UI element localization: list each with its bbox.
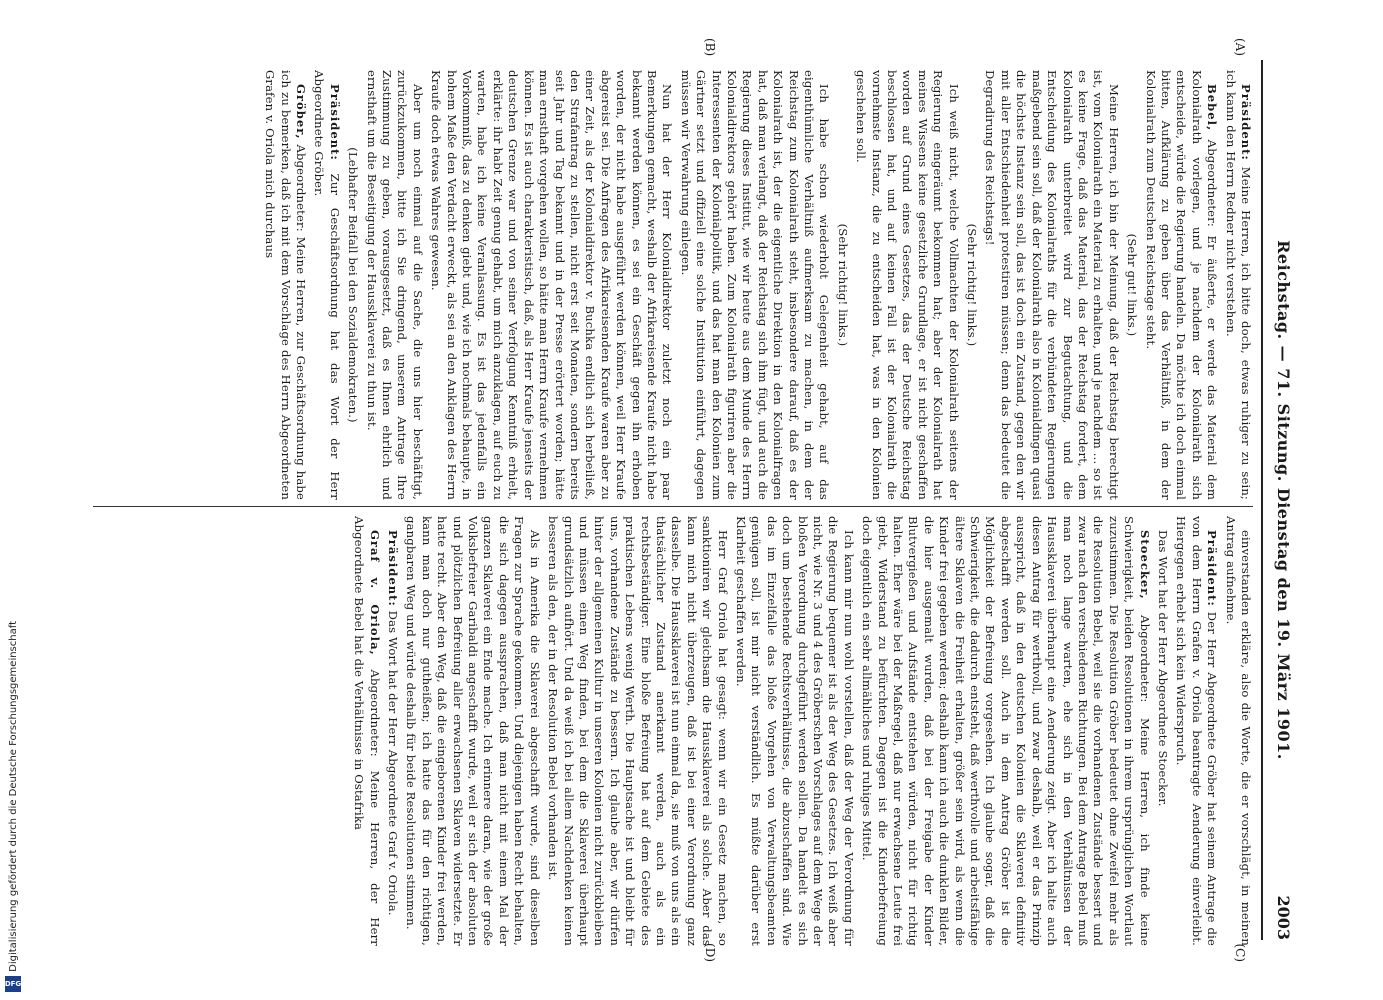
credit-text: Digitalisierung gefördert durch die Deutsche Forschungsgemeinschaft	[7, 621, 19, 972]
paragraph	[677, 70, 831, 500]
paragraph-text: einverstanden erkläre, also die Worte, die er vorschlägt, in meinen Antrag aufnehme.	[1223, 516, 1253, 946]
paragraph-text: Das Wort hat der Herr Abgeordnete Stoecker.	[1155, 530, 1170, 807]
paragraph-text: Ich kann mir nun wohl vorstellen, daß der Weg der Verordnung für die Regierung bequemer ist als der Weg des Gesetzes. Ich weiß aber nicht, wie Nr. 3 und 4 des Gröberschen Vorschlages auf dem Wege der bloßen Verordnung durchgeführt werden sollen. Da handelt es sich doch um bestehende Rechtsverhältnisse, die abzuschaffen sind. Wie das im Einzelfalle das bloße Vorgehen von Verwaltungsbeamten genügen soll, ist mir nicht verständlich. Es müßte darüber erst Klarheit geschaffen werden.	[733, 516, 856, 946]
paragraph	[261, 70, 307, 500]
interjection: (Sehr gut! links.)	[1124, 233, 1139, 337]
paragraph	[1142, 70, 1219, 500]
right-column	[93, 516, 1253, 946]
paragraph	[311, 70, 342, 500]
paragraph-text: Aber um noch einmal auf die Sache, die uns hier beschäftigt, zurückzukommen, bitte ich Sie dringend, unserem Antrage Ihre Zustimmung zu geben, vorausgesetzt, daß es Ihnen ehrlich und ernsthaft um die Beseitigung der Haussklaverei zu thun ist.	[364, 70, 425, 500]
paragraph-text: Der Herr Abgeordnete Gröber hat seinem Antrage die von dem Herrn Grafen v. Oriola beantragte Aenderung einverleibt. Hiergegen erhebt sich kein Widerspruch.	[1173, 516, 1219, 946]
paragraph-text: Nun hat der Herr Kolonialdirektor zuletzt noch ein paar Bemerkungen gemacht, weshalb der Afrikareisende Kraufe nicht habe bekannt werden können, es sei ein Geschäft gegen ihn erhoben worden, der nicht habe ausgeführt werden können, weil Herr Kraufe abgereist sei. Die Anfragen des Afrikareisenden Kraufe waren aber zu einer Zeit, als der Kolonialdirektor v. Buchka endlich sich herbeiließ, den Strafantrag zu stellen, nicht erst seit Monaten, sondern bereits seit Jahr und Tag bekannt und in der Presse erörtert worden; hätte man ernsthaft vorgehen wollen, so hätte man Herrn Kraufe vernehmen können. Es ist auch charakteristisch, daß, als Herr Kraufe jenseits der deutschen Grenze war und von seiner Verfolgung Kenntniß erhielt, erklärte: ihr habt Zeit genug gehabt, um mich anzuklagen, auf euch zu warten, habe ich keine Veranlassung. Es ist das jedenfalls ein Vorkommniß, das zu denken giebt und, wie ich nochmals behaupte, in hohem Maße den Verdacht erweckt, als sei an den Anklagen des Herrn Kraufe doch etwas Wahres gewesen.	[428, 70, 674, 500]
paragraph-text: Das Wort hat der Herr Abgeordnete Graf v. Oriola.	[385, 610, 400, 916]
column-divider	[93, 506, 1253, 507]
interjection: (Sehr richtig! links.)	[835, 223, 850, 347]
paragraph-text: Zur Geschäftsordnung hat das Wort der Herr Abgeordnete Gröber.	[311, 70, 342, 500]
credit-strip	[4, 8, 22, 992]
paragraph	[427, 70, 674, 500]
paragraph	[384, 516, 399, 946]
paragraph-text: Meine Herren, ich bitte doch, etwas ruhiger zu sein; ich kann den Herrn Redner nicht verstehen.	[1223, 70, 1253, 500]
interjection: (Sehr richtig! links.)	[964, 223, 979, 347]
margin-letter-d: (D)	[702, 943, 717, 962]
speaker-name: Präsident:	[327, 84, 342, 161]
paragraph-text: Abgeordneter: Meine Herren, zur Geschäftsordnung habe ich zu bemerken, daß ich mit dem Vorschlage des Herrn Abgeordneten Grafen v. Oriola mich durchaus	[262, 70, 308, 500]
speaker-name: Gröber,	[293, 84, 308, 140]
paragraph	[363, 70, 425, 500]
margin-letter-a: (A)	[1232, 38, 1247, 57]
paragraph	[982, 70, 1121, 500]
paragraph	[350, 516, 381, 946]
speaker-name: Bebel,	[1204, 84, 1219, 132]
paragraph	[858, 516, 1151, 946]
dfg-logo: DFG	[5, 976, 21, 992]
left-column	[93, 70, 1253, 500]
page-header	[1265, 60, 1299, 940]
paragraph-text: Ich habe schon wiederholt Gelegenheit gehabt, auf das eigenthümliche Verhältniß aufmerksam zu machen, in dem der Reichstag zum Kolonialrath steht, insbesondere darauf, daß es der Kolonialrath ist, der die eigentliche Direktion in den Kolonialfragen hat, daß man verlangt, daß der Reichstag sich ihm fügt, und auch die Regierung dieses Institut, wie wir heute aus dem Munde des Herrn Kolonialdirektors gehört haben. Zum Kolonialrath figuriren aber die Interessenten der Kolonialpolitik, und das hat man den Kolonien zum Gärtner setzt und offiziell eine solche Institution einführt, dagegen müssen wir Verwahrung einlegen.	[678, 70, 831, 500]
page-title: Reichstag. — 71. Sitzung. Dienstag den 19. März 1901.	[1273, 240, 1293, 760]
document-page	[67, 30, 1317, 970]
speaker-name: Graf v. Oriola,	[367, 530, 382, 656]
margin-letter-c: (C)	[1232, 943, 1247, 962]
paragraph	[1222, 516, 1253, 946]
paragraph	[732, 516, 855, 946]
paragraph-text: Meine Herren, ich bin der Meinung, daß der Reichstag berechtigt ist, vom Kolonialrath ein Material zu erhalten, und je nachdem ... so ist es keine Frage, daß das Material, das der Reichstag fordert, dem Kolonialrath unterbreitet wird zur Begutachtung, und die Entscheidung des Kolonialraths für die verbündeten Regierungen maßgebend sein soll, daß der Kolonialrath also in Kolonialdingen quasi die höchste Instanz sein soll, das ist doch ein Zustand, gegen den wir mit aller Entschiedenheit protestiren müssen; denn das bedeutet die Degradirung des Reichstags!	[983, 70, 1121, 500]
speaker-name: Präsident:	[385, 530, 400, 607]
speaker-name: Stoecker,	[1137, 530, 1152, 600]
speaker-name: Präsident:	[1204, 530, 1219, 607]
page-number: 2003	[1273, 895, 1293, 940]
paragraph	[1154, 516, 1169, 946]
paragraph-text: Abgeordneter: Meine Herren, der Herr Abgeordnete Bebel hat die Verhältnisse in Ostafrika	[351, 516, 382, 946]
paragraph	[1172, 516, 1218, 946]
speaker-name: Präsident:	[1238, 84, 1253, 161]
margin-letter-b: (B)	[702, 38, 717, 57]
paragraph	[544, 516, 729, 946]
header-rule	[1261, 60, 1263, 940]
paragraph-text: Abgeordneter: Meine Herren, ich finde keine Schwierigkeit, beiden Resolutionen in ihrem ursprünglichen Wortlaut zuzustimmen. Die Resolution Gröber bedeutet ohne Zweifel mehr als die Resolution Bebel, weil sie die vorhandenen Zustände bessert und zwar nach den verschiedenen Richtungen. Bei dem Antrage Bebel muß man noch lange warten, ehe sich in den Verhältnissen der Haussklaverei überhaupt eine Aenderung zeigt. Aber ich halte auch diesen Antrag für werthvoll, und zwar deshalb, weil er das Prinzip ausspricht, daß in den deutschen Kolonien die Sklaverei definitiv abgeschafft werden soll. Auch in dem Antrag Gröber ist die Möglichkeit der Befreiung vorgesehen. Ich glaube sogar, daß die Schwierigkeit, die dadurch entsteht, daß werthvolle und arbeitsfähige ältere Sklaven die Freiheit erhalten, größer sein wird, als wenn die Kinder frei gegeben werden; deshalb kann ich auch die dunklen Bilder, die hier ausgemalt wurden, daß bei der Freigabe der Kinder Blutvergießen und Aufstände entstehen würden, nicht für richtig halten. Eher wäre bei der Maßregel, daß nur erwachsene Leute frei giebt, Widerstand zu befürchten. Dagegen ist die Kinderbefreiung doch eigentlich ein sehr allmähliches und ruhiges Mittel.	[859, 516, 1152, 946]
paragraph	[403, 516, 542, 946]
paragraph	[852, 70, 960, 500]
paragraph-text: Als in Amerika die Sklaverei abgeschafft wurde, sind dieselben Fragen zur Sprache gekommen. Und diejenigen haben Recht behalten, die sich dagegen aussprachen, daß man nicht mit einem Mal der ganzen Sklaverei ein Ende mache. Ich erinnere daran, wie der große Volksbefreier Garibaldi angeschafft wurde, weil er sich der absoluten und plötzlichen Befreiung aller erwachsenen Sklaven widersetzte. Er hatte recht. Aber den Weg, daß die eingeborenen Kinder frei werden, kann man doch nur gutheißen; ich hatte das für den richtigen, gangbaren Weg und würde deshalb für beide Resolutionen stimmen.	[403, 516, 542, 946]
paragraph-text: Herr Graf Oriola hat gesagt: wenn wir ein Gesetz machen, so sanktioniren wir gleichsam die Haussklaverei als solche. Aber das kann mich nicht überzeugen, daß ist bei einer Verordnung ganz dasselbe. Die Haussklaverei ist nun einmal da, sie muß von uns als ein thatsächlicher Zustand anerkannt werden, auch als ein rechtsbeständiger. Eine bloße Befreiung hat auf dem Gebiete des praktischen Lebens wenig Werth. Die Hauptsache ist und bleibt für uns, vorhandene Zustände zu bessern. Ich glaube aber, wir dürfen hinter der allgemeinen Kultur in unseren Kolonien nicht zurückbleiben und müssen einen Weg finden, bei dem die Sklaverei überhaupt grundsätzlich aufhört. Und da weiß ich bei allem Nachdenken keinen besseren als den, der in der Resolution Bebel vorhanden ist.	[545, 516, 730, 946]
paragraph-text: Abgeordneter: Er äußerte, er werde das Material dem Kolonialrath vorlegen, und je nachdem der Kolonialrath sich entscheide, würde die Regierung handeln. Da möchte ich doch einmal bitten, Aufklärung zu geben über das Verhältniß, in dem der Kolonialrath zum Deutschen Reichstage steht.	[1143, 70, 1219, 500]
paragraph-text: Ich weiß nicht, welche Vollmachten der Kolonialrath seitens der Regierung eingeräumt bekommen hat; aber der Kolonialrath hat meines Wissens keine gesetzliche Grundlage, er ist nicht geschaffen worden auf Grund eines Gesetzes, das der Deutsche Reichstag beschlossen hat, und auf keinen Fall ist der Kolonialrath die vornehmste Instanz, die zu entscheiden hat, was in den Kolonien geschehen soll.	[853, 70, 961, 500]
paragraph	[1222, 70, 1253, 500]
interjection: (Lebhafter Beifall bei den Sozialdemokraten.)	[345, 147, 360, 423]
